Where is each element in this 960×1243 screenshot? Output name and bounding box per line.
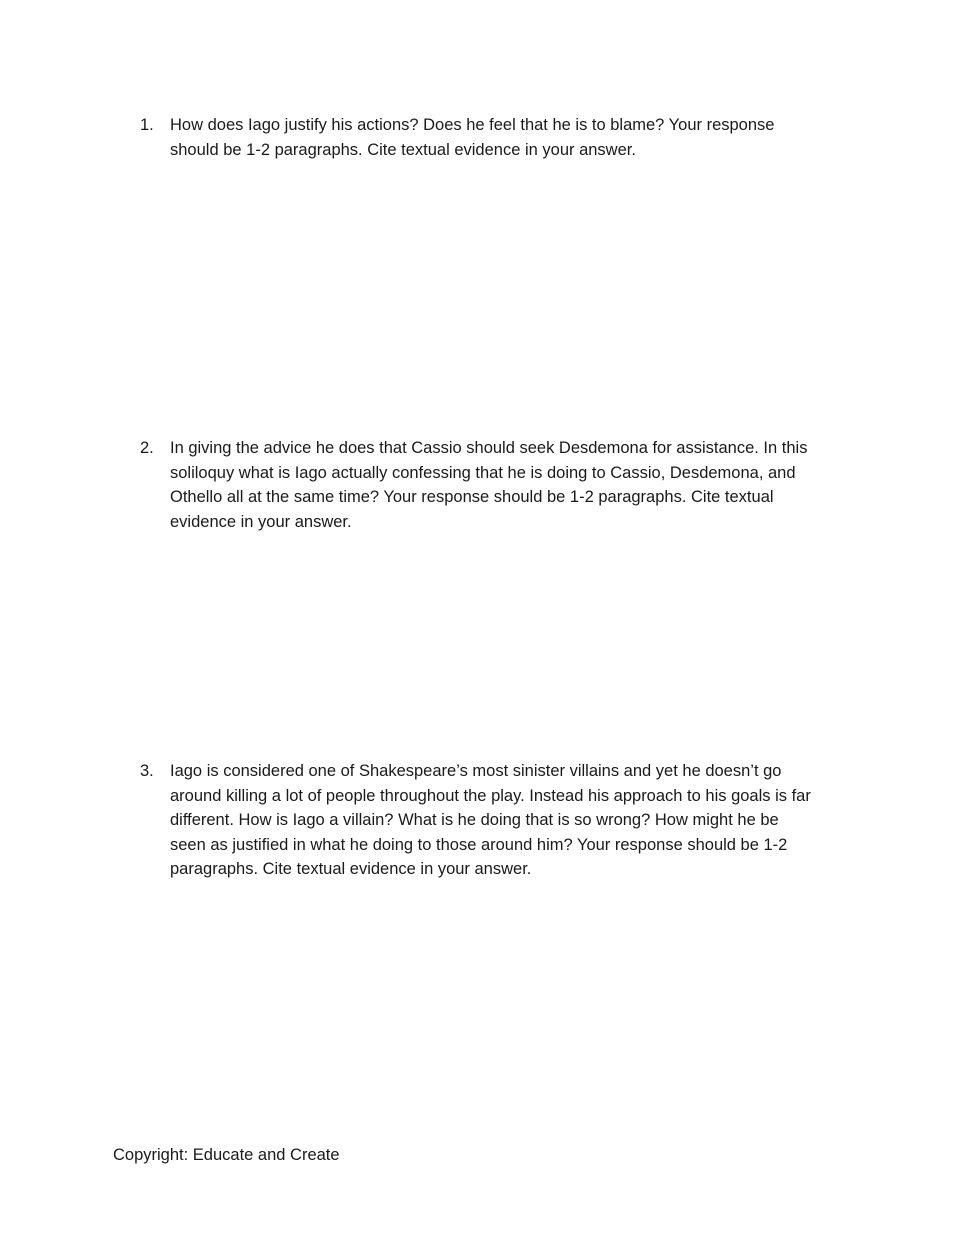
question-3 bbox=[140, 759, 855, 882]
question-line: evidence in your answer. bbox=[170, 512, 352, 531]
question-line: around killing a lot of people throughout the play. Instead his approach to his goals is far bbox=[170, 786, 811, 805]
question-text bbox=[170, 113, 855, 162]
question-line: Iago is considered one of Shakespeare’s most sinister villains and yet he doesn’t go bbox=[170, 762, 782, 780]
question-line: soliloquy what is Iago actually confessing that he is doing to Cassio, Desdemona, and bbox=[170, 463, 796, 482]
copyright-footer: Copyright: Educate and Create bbox=[113, 1146, 340, 1164]
question-text bbox=[170, 759, 855, 882]
question-line: different. How is Iago a villain? What is he doing that is so wrong? How might he be bbox=[170, 811, 779, 830]
question-2 bbox=[140, 436, 855, 534]
question-number: 2. bbox=[140, 439, 154, 457]
question-number: 1. bbox=[140, 116, 154, 134]
question-line: In giving the advice he does that Cassio should seek Desdemona for assistance. In this bbox=[170, 439, 808, 457]
question-line: Othello all at the same time? Your response should be 1-2 paragraphs. Cite textual bbox=[170, 488, 774, 507]
question-text bbox=[170, 436, 855, 534]
question-1 bbox=[140, 113, 855, 162]
question-line: How does Iago justify his actions? Does he feel that he is to blame? Your response bbox=[170, 116, 775, 134]
question-line: paragraphs. Cite textual evidence in your answer. bbox=[170, 860, 532, 879]
question-line: should be 1-2 paragraphs. Cite textual evidence in your answer. bbox=[170, 140, 636, 159]
question-line: seen as justified in what he doing to those around him? Your response should be 1-2 bbox=[170, 835, 788, 854]
question-number: 3. bbox=[140, 762, 154, 780]
